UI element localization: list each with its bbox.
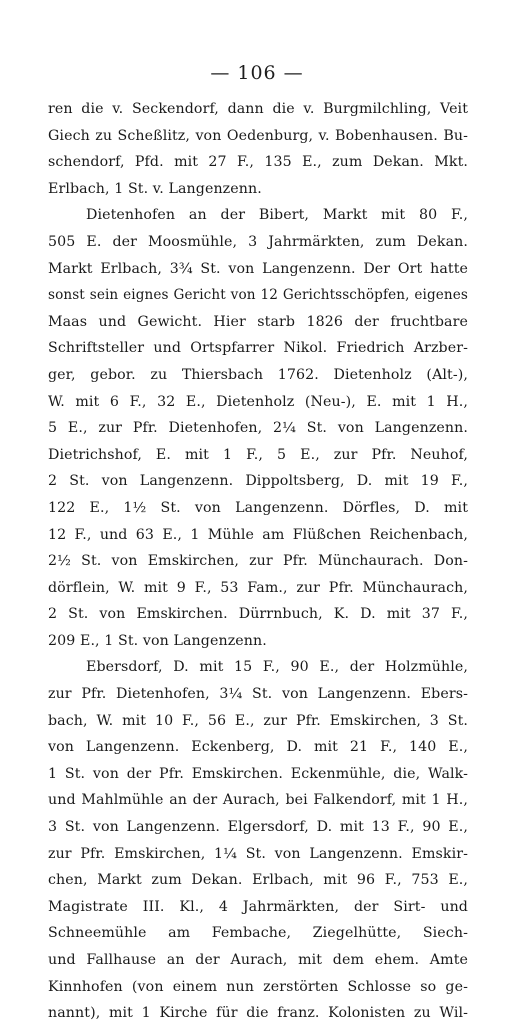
text-line: 12 F., und 63 E., 1 Mühle am Flüßchen Reichenbach, [48,526,468,543]
text-line: Dietenhofen an der Bibert, Markt mit 80 F., [86,207,468,224]
text-line: bach, W. mit 10 F., 56 E., zur Pfr. Emskirchen, 3 St. [48,712,468,729]
text-line: chen, Markt zum Dekan. Erlbach, mit 96 F., 753 E., [48,872,468,889]
text-line: Kinnhofen (von einem nun zerstörten Schlosse so ge- [48,978,468,995]
text-line: zur Pfr. Dietenhofen, 3¼ St. von Langenzenn. Ebers- [48,686,468,703]
text-line: 505 E. der Moosmühle, 3 Jahrmärkten, zum Dekan. [48,233,468,250]
text-line: Magistrate III. Kl., 4 Jahrmärkten, der Sirt- und [48,898,468,915]
text-line: sonst sein eignes Gericht von 12 Gerichtsschöpfen, eigenes [48,287,468,304]
text-line: 2 St. von Langenzenn. Dippoltsberg, D. mit 19 F., [48,473,468,490]
text-line: 122 E., 1½ St. von Langenzenn. Dörfles, D. mit [48,499,468,516]
text-line: 2½ St. von Emskirchen, zur Pfr. Münchaurach. Don- [48,553,468,570]
text-line: zur Pfr. Emskirchen, 1¼ St. von Langenzenn. Emskir- [48,845,468,862]
text-line: von Langenzenn. Eckenberg, D. mit 21 F., 140 E., [48,739,468,756]
text-line: 5 E., zur Pfr. Dietenhofen, 2¼ St. von Langenzenn. [48,420,468,437]
text-line: Erlbach, 1 St. v. Langenzenn. [48,180,262,197]
text-line: 2 St. von Emskirchen. Dürrnbuch, K. D. mit 37 F., [48,606,468,623]
text-line: Schriftsteller und Ortspfarrer Nikol. Friedrich Arzber- [48,340,468,357]
text-line: 3 St. von Langenzenn. Elgersdorf, D. mit 13 F., 90 E., [48,819,468,836]
text-line: Giech zu Scheßlitz, von Oedenburg, v. Bobenhausen. Bu- [48,127,468,144]
text-line: Schneemühle am Fembache, Ziegelhütte, Siech- [48,925,468,942]
text-line: schendorf, Pfd. mit 27 F., 135 E., zum Dekan. Mkt. [48,154,468,171]
page-body-text [48,96,468,1027]
text-line: Ebersdorf, D. mit 15 F., 90 E., der Holzmühle, [86,659,468,676]
text-line: W. mit 6 F., 32 E., Dietenholz (Neu-), E. mit 1 H., [48,393,468,410]
text-line: Markt Erlbach, 3¾ St. von Langenzenn. Der Ort hatte [48,260,468,277]
text-line: Dietrichshof, E. mit 1 F., 5 E., zur Pfr. Neuhof, [48,446,468,463]
text-line: Maas und Gewicht. Hier starb 1826 der fruchtbare [48,313,468,330]
page-number: — 106 — [210,62,304,84]
text-line: ger, gebor. zu Thiersbach 1762. Dietenholz (Alt-), [48,366,468,383]
text-line: und Mahlmühle an der Aurach, bei Falkendorf, mit 1 H., [48,792,468,809]
text-line: dörflein, W. mit 9 F., 53 Fam., zur Pfr. Münchaurach, [48,579,468,596]
text-line: 209 E., 1 St. von Langenzenn. [48,632,267,649]
text-line: und Fallhause an der Aurach, mit dem ehem. Amte [48,952,468,968]
text-line: ren die v. Seckendorf, dann die v. Burgmilchling, Veit [48,101,468,117]
text-line: nannt), mit 1 Kirche für die franz. Kolonisten zu Wil- [48,1005,468,1022]
text-line: 1 St. von der Pfr. Emskirchen. Eckenmühle, die, Walk- [48,765,468,782]
